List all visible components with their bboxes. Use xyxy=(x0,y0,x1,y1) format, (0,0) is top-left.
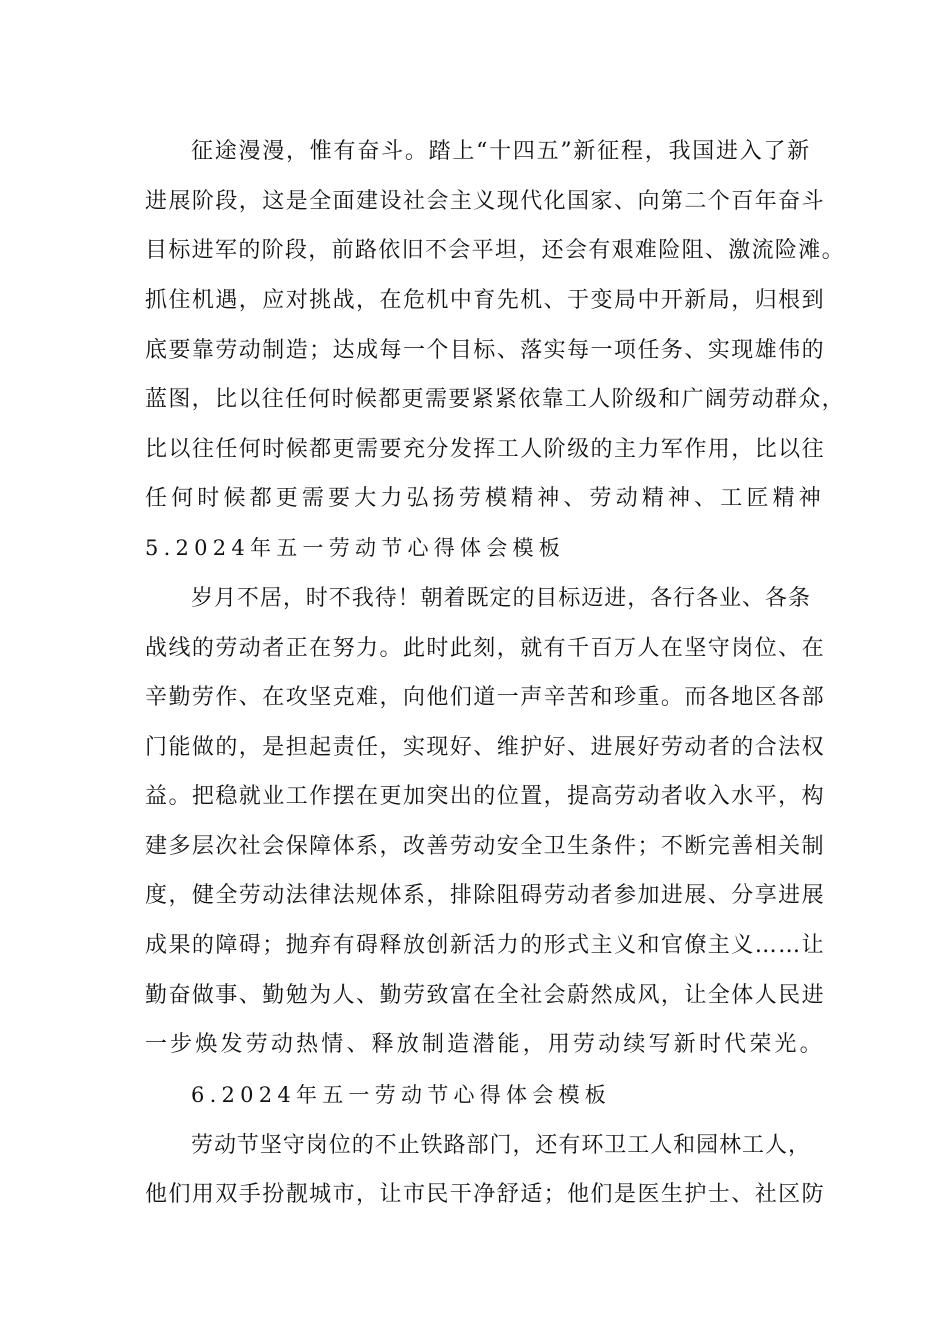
paragraph-2-line-10: 一步焕发劳动热情、释放制造潜能，用劳动续写新时代荣光。 xyxy=(145,1032,825,1057)
paragraph-2-line-2: 战线的劳动者正在努力。此时此刻，就有千百万人在坚守岗位、在 xyxy=(145,636,826,661)
paragraph-1-line-5: 底要靠劳动制造；达成每一个目标、落实每一项任务、实现雄伟的 xyxy=(145,338,826,363)
paragraph-1-line-3: 目标进军的阶段，前路依旧不会平坦，还会有艰难险阻、激流险滩。 xyxy=(145,238,845,263)
paragraph-2-line-6: 建多层次社会保障体系，改善劳动安全卫生条件；不断完善相关制 xyxy=(145,834,826,859)
paragraph-2-line-7: 度，健全劳动法律法规体系，排除阻碍劳动者参加进展、分享进展 xyxy=(145,883,826,908)
section-heading-6: 6.2024年五一劳动节心得体会模板 xyxy=(191,1083,611,1107)
paragraph-2-line-3: 辛勤劳作、在攻坚克难，向他们道一声辛苦和珍重。而各地区各部 xyxy=(145,685,826,710)
section-heading-5: 5.2024年五一劳动节心得体会模板 xyxy=(145,536,565,560)
paragraph-2-line-5: 益。把稳就业工作摆在更加突出的位置，提高劳动者收入水平，构 xyxy=(145,784,826,809)
paragraph-1-line-2: 进展阶段，这是全面建设社会主义现代化国家、向第二个百年奋斗 xyxy=(145,189,826,214)
paragraph-2-line-4: 门能做的，是担起责任，实现好、维护好、进展好劳动者的合法权 xyxy=(145,735,826,760)
paragraph-1-line-6: 蓝图，比以往任何时候都更需要紧紧依靠工人阶级和广阔劳动群众， xyxy=(145,387,845,412)
paragraph-3-line-1: 劳动节坚守岗位的不止铁路部门，还有环卫工人和园林工人， xyxy=(191,1133,811,1158)
paragraph-1-line-8: 任何时候都更需要大力弘扬劳模精神、劳动精神、工匠精神 xyxy=(145,486,825,511)
paragraph-2-line-1: 岁月不居，时不我待！朝着既定的目标迈进，各行各业、各条 xyxy=(191,586,811,611)
paragraph-1-line-7: 比以往任何时候都更需要充分发挥工人阶级的主力军作用，比以往 xyxy=(145,437,826,462)
paragraph-1-line-4: 抓住机遇，应对挑战，在危机中育先机、于变局中开新局，归根到 xyxy=(145,288,826,313)
paragraph-1-line-1: 征途漫漫，惟有奋斗。踏上“十四五”新征程，我国进入了新 xyxy=(191,139,812,164)
paragraph-2-line-9: 勤奋做事、勤勉为人、勤劳致富在全社会蔚然成风，让全体人民进 xyxy=(145,983,826,1008)
paragraph-2-line-8: 成果的障碍；抛弃有碍释放创新活力的形式主义和官僚主义……让 xyxy=(145,933,826,958)
paragraph-3-line-2: 他们用双手扮靓城市，让市民干净舒适；他们是医生护士、社区防 xyxy=(145,1182,826,1207)
